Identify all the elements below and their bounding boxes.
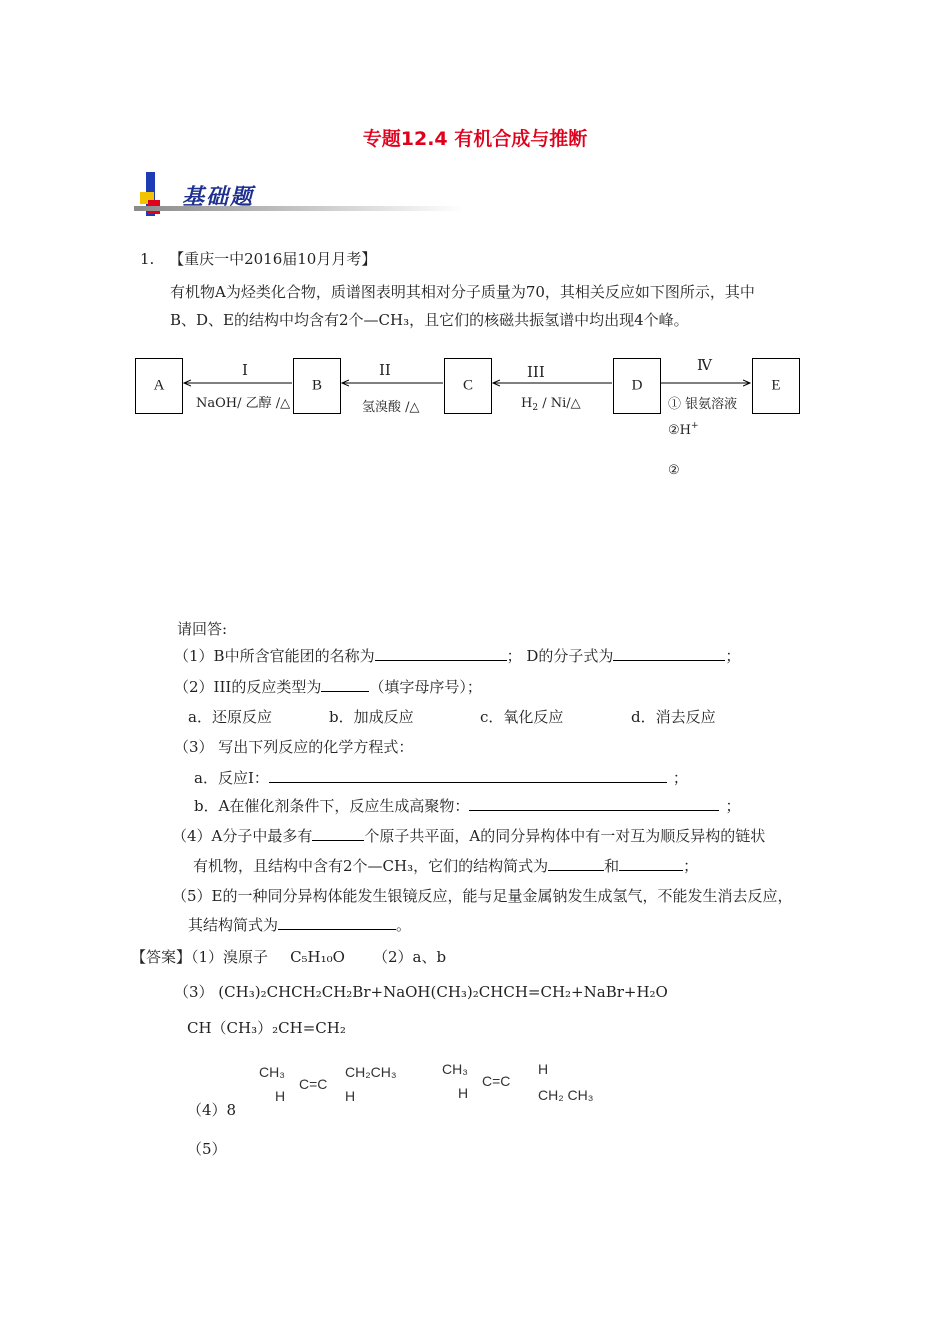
page-title: 专题12.4 有机合成与推断 bbox=[362, 128, 588, 150]
sub-question-5-line2: 其结构简式为 。 bbox=[188, 916, 412, 934]
answer-line-1: 【答案】（1）溴原子 C₅H₁₀O （2）a、b bbox=[131, 948, 447, 966]
arrow-iii-numeral: III bbox=[527, 363, 545, 381]
sub-question-4-line2: 有机物，且结构中含有2个—CH₃，它们的结构简式为 和 ； bbox=[193, 857, 699, 875]
blank-4b[interactable] bbox=[548, 856, 604, 871]
blank-1a[interactable] bbox=[375, 646, 507, 661]
blank-4c[interactable] bbox=[619, 856, 683, 871]
blank-4a[interactable] bbox=[312, 826, 364, 841]
compound-c-label: C bbox=[462, 377, 473, 394]
answer-prompt: 请回答: bbox=[177, 620, 228, 638]
sub-question-3b: b．A在催化剂条件下，反应生成高聚物： ； bbox=[194, 797, 741, 815]
question-stem-line2: B、D、E的结构中均含有2个—CH₃，且它们的核磁共振氢谱中均出现4个峰。 bbox=[170, 311, 689, 329]
structure-cis: CH₃ H C=C CH₂CH₃ H bbox=[259, 1064, 397, 1104]
blank-5[interactable] bbox=[278, 915, 396, 930]
sub-question-1: （1）B中所含官能团的名称为 ； D的分子式为 ； bbox=[174, 647, 741, 665]
compound-a-label: A bbox=[153, 377, 165, 394]
compound-b-label: B bbox=[311, 377, 322, 394]
arrow-ii-numeral: II bbox=[379, 361, 391, 379]
blank-3a[interactable] bbox=[269, 768, 667, 783]
option-b: b．加成反应 bbox=[329, 708, 414, 726]
option-a: a．还原反应 bbox=[188, 708, 272, 726]
structure-trans: CH₃ H C=C H CH₂ CH₃ bbox=[442, 1061, 594, 1103]
blank-1b[interactable] bbox=[613, 646, 725, 661]
sub-question-4-line1: （4）A分子中最多有 个原子共平面，A的同分异构体中有一对互为顺反异构的链状 bbox=[172, 827, 766, 845]
option-d: d．消去反应 bbox=[631, 708, 716, 726]
arrow-iv-condition-2: ②H+ bbox=[668, 421, 699, 438]
compound-e-label: E bbox=[771, 377, 781, 394]
answer-line-5: （5） bbox=[187, 1140, 227, 1158]
banner-label: 基础题 bbox=[182, 184, 255, 210]
arrow-iii-condition: $H_2$ / Ni/△ bbox=[521, 396, 581, 413]
compound-d-label: D bbox=[631, 377, 643, 394]
question-stem-line1: 有机物A为烃类化合物，质谱图表明其相对分子质量为70，其相关反应如下图所示，其中 bbox=[170, 283, 755, 301]
arrow-iv-condition-1: ① 银氨溶液 bbox=[668, 397, 738, 412]
answer-line-3b: CH（CH₃）₂CH=CH₂ bbox=[187, 1019, 346, 1037]
answer-line-4: （4）8 bbox=[187, 1101, 237, 1119]
sub-question-3a: a．反应Ⅰ： ； bbox=[194, 769, 688, 787]
sub-question-2: （2）III的反应类型为 （填字母序号）； bbox=[174, 678, 482, 696]
arrow-i-condition: NaOH/ 乙醇 /△ bbox=[196, 396, 291, 411]
arrow-i-numeral: I bbox=[242, 361, 248, 379]
option-c: c．氧化反应 bbox=[480, 708, 564, 726]
answer-label: 【答案】 bbox=[131, 948, 192, 966]
arrow-ii-condition: 氢溴酸 /△ bbox=[362, 400, 420, 415]
reaction-arrows bbox=[0, 0, 950, 420]
blank-2[interactable] bbox=[321, 677, 369, 692]
arrow-iv-numeral: Ⅳ bbox=[697, 356, 712, 374]
sub-question-5-line1: （5）E的一种同分异构体能发生银镜反应，能与足量金属钠发生成氢气，不能发生消去反应， bbox=[172, 887, 793, 905]
question-number: 1. bbox=[140, 250, 155, 268]
stray-mark: ② bbox=[668, 463, 680, 478]
blank-3b[interactable] bbox=[469, 796, 719, 811]
answer-line-3: （3） (CH₃)₂CHCH₂CH₂Br+NaOH(CH₃)₂CHCH=CH₂+NaBr+H₂O bbox=[174, 983, 668, 1001]
question-source: 【重庆一中2016届10月月考】 bbox=[169, 250, 377, 268]
sub-question-3: （3） 写出下列反应的化学方程式： bbox=[174, 738, 414, 756]
